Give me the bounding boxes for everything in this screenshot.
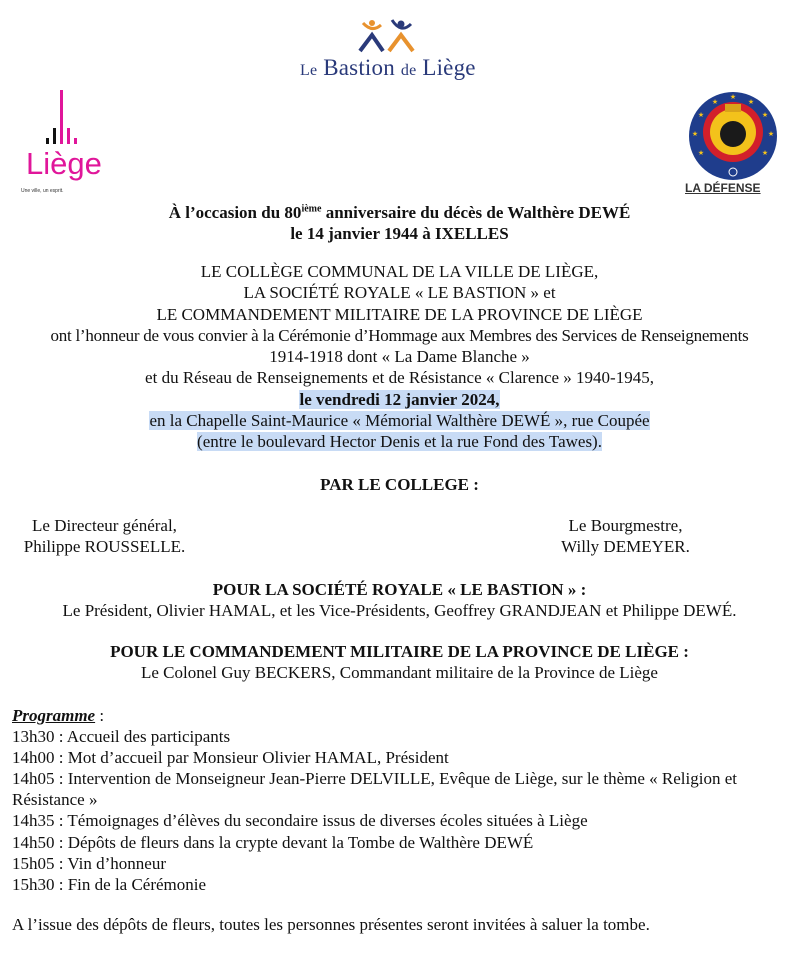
military-section-heading: POUR LE COMMANDEMENT MILITAIRE DE LA PROVINCE DE LIÈGE : [110,642,689,661]
svg-text:★: ★ [761,111,769,119]
event-date: le vendredi 12 janvier 2024, [299,389,500,409]
bastion-de: de [400,62,417,79]
event-place: en la Chapelle Saint-Maurice « Mémorial Walthère DEWÉ », rue Coupée [149,411,650,431]
svg-text:★: ★ [691,130,699,138]
signatory-title: Le Directeur général, [32,516,177,535]
bastion-prefix: Le [300,62,318,79]
invitation-line: LA SOCIÉTÉ ROYALE « LE BASTION » et [243,283,556,303]
svg-text:★: ★ [697,149,705,157]
event-place-detail: (entre le boulevard Hector Denis et la rue Fond des Tawes). [197,432,602,452]
college-heading: PAR LE COLLEGE : [320,475,479,494]
bastion-section-heading: POUR LA SOCIÉTÉ ROYALE « LE BASTION » : [212,580,587,599]
liege-logo-word: Liège [26,146,102,181]
programme-item: 14h35 : Témoignages d’élèves du secondaire issus de diverses écoles situées à Liège [12,811,588,831]
heading-line-1 [0,202,799,223]
defense-logo-label: LA DÉFENSE [685,181,761,195]
programme-title: Programme [12,706,96,725]
svg-text:★: ★ [767,130,775,138]
programme-item: 15h30 : Fin de la Cérémonie [12,874,207,894]
svg-text:★: ★ [761,149,769,157]
bastion-logo-text [300,55,476,81]
bastion-section-text: Le Président, Olivier HAMAL, et les Vice-Présidents, Geoffrey GRANDJEAN et Philippe DEWÉ. [62,601,737,620]
college-right-signature [548,515,703,558]
invitation-line: LE COMMANDEMENT MILITAIRE DE LA PROVINCE DE LIÈGE [156,304,643,324]
invitation-line: ont l’honneur de vous convier à la Cérémonie d’Hommage aux Membres des Services de Renseignements [50,325,749,345]
signatory-name: Willy DEMEYER. [561,537,690,557]
closing-note: A l’issue des dépôts de fleurs, toutes les personnes présentes seront invitées à saluer la tombe. [12,915,650,934]
defense-emblem-icon [687,90,779,182]
liege-logo [18,88,108,198]
liege-logo-tagline: Une ville, un esprit. [21,188,64,194]
signatory-name: Philippe ROUSSELLE. [23,537,186,557]
defense-logo [683,90,783,200]
programme-item: 13h30 : Accueil des participants [12,727,231,747]
bastion-name: Bastion [323,55,395,80]
bastion-figures-icon [355,15,435,55]
invitation-line: 1914-1918 dont « La Dame Blanche » [269,347,530,367]
invitation-block [0,261,799,453]
signatory-title: Le Bourgmestre, [568,516,683,535]
svg-text:★: ★ [729,93,737,101]
programme-item: 14h00 : Mot d’accueil par Monsieur Olivier HAMAL, Président [12,748,449,768]
programme-colon: : [95,706,105,725]
programme-item: 15h05 : Vin d’honneur [12,853,167,873]
military-section-text: Le Colonel Guy BECKERS, Commandant militaire de la Province de Liège [141,663,658,682]
svg-text:★: ★ [747,98,755,106]
invitation-line: et du Réseau de Renseignements et de Résistance « Clarence » 1940-1945, [145,368,654,388]
liege-bars-icon [36,88,96,148]
programme-item: 14h05 : Intervention de Monseigneur Jean-Pierre DELVILLE, Evêque de Liège, sur le thème « Religion et Résistance » [12,769,737,810]
bastion-city: Liège [422,55,476,80]
college-left-signature [12,515,197,558]
heading-superscript: ième [301,203,322,215]
programme-item: 14h50 : Dépôts de fleurs dans la crypte devant la Tombe de Walthère DEWÉ [12,832,534,852]
bastion-logo [290,15,500,85]
heading-line-2: le 14 janvier 1944 à IXELLES [290,224,509,243]
programme [12,705,792,895]
heading-text: anniversaire du décès de Walthère DEWÉ [321,203,631,222]
invitation-line: LE COLLÈGE COMMUNAL DE LA VILLE DE LIÈGE, [200,262,599,281]
svg-text:★: ★ [711,98,719,106]
heading-text: À l’occasion du 80 [168,203,302,222]
svg-text:★: ★ [697,111,705,119]
